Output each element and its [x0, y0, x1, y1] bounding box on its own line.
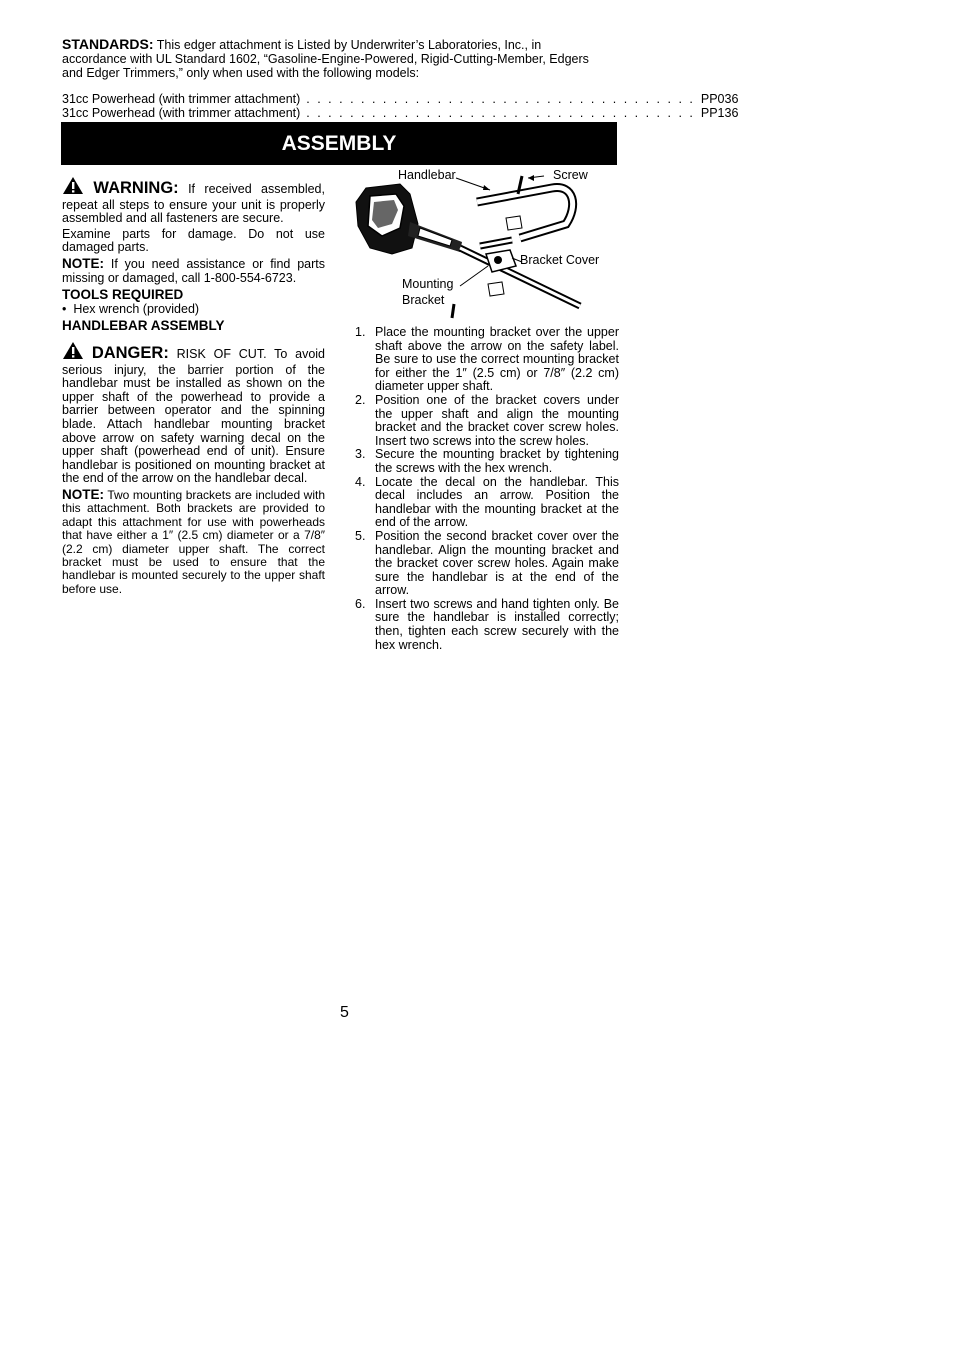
figure-label-handlebar: Handlebar	[398, 168, 456, 182]
figure-label-mounting: Mounting	[402, 277, 454, 291]
step-number: 5.	[355, 528, 366, 543]
examine-paragraph: Examine parts for damage. Do not use damaged parts.	[62, 226, 325, 255]
tools-item-text: Hex wrench (provided)	[73, 301, 200, 316]
handlebar-heading: HANDLEBAR ASSEMBLY	[62, 318, 225, 334]
model-name: 31cc Powerhead (with trimmer attachment)	[62, 106, 301, 120]
tools-heading: TOOLS REQUIRED	[62, 287, 184, 303]
step-number: 6.	[355, 596, 366, 611]
standards-text: This edger attachment is Listed by Underwriter’s Laboratories, Inc., in accordance with UL Standard 1602, “Gasoline-Engine-Powered, Rigid-Cutting-Member, Edgers and Edger Trimmers,” only when used with the following models:	[62, 38, 589, 80]
step-text: Insert two screws and hand tighten only. Be sure the handlebar is installed correctly; then, tighten each screw securely with the hex wrench.	[375, 596, 619, 652]
warning-text: If received assembled, repeat all steps to ensure your unit is properly assembled and all fasteners are secure.	[62, 182, 325, 226]
figure-label-bracket: Bracket	[402, 293, 445, 307]
handlebar-assembly-figure	[352, 166, 612, 326]
step-text: Locate the decal on the handlebar. This decal includes an arrow. Position the handlebar with the mounting bracket at the end of the arrow.	[375, 474, 619, 530]
section-title: ASSEMBLY	[281, 131, 397, 155]
left-column	[62, 176, 325, 598]
step-text: Position one of the bracket covers under the upper shaft and align the mounting bracket and the bracket cover screw holes. Insert two screws into the screw holes.	[375, 392, 619, 448]
note2-paragraph	[62, 488, 325, 596]
step-text: Secure the mounting bracket by tightening the screws with the hex wrench.	[375, 447, 619, 475]
step-number: 1.	[355, 325, 366, 339]
page-number: 5	[340, 1004, 349, 1021]
step-item	[355, 448, 619, 475]
model-code: PP036	[700, 92, 739, 106]
model-row	[62, 92, 739, 106]
step-number: 3.	[355, 447, 366, 462]
leader-dots: . . . . . . . . . . . . . . . . . . . . . . . . . . . . . . . . . . . .	[306, 92, 695, 106]
model-code: PP136	[700, 106, 739, 120]
danger-label: DANGER:	[91, 343, 169, 362]
note2-text: Two mounting brackets are included with this attachment. Both brackets are provided to adapt this attachment for use with powerheads that have either a 1″ (2.5 cm) diameter or a 7/8″ (2.2 cm) diameter upper shaft. The correct bracket must be used to ensure that the handlebar is mounted securely to the upper shaft before use.	[62, 487, 326, 596]
steps-list	[355, 326, 619, 652]
danger-triangle-icon	[62, 341, 84, 364]
step-item	[355, 530, 619, 598]
section-banner	[61, 122, 617, 165]
danger-text: RISK OF CUT. To avoid serious injury, the barrier portion of the handlebar must be installed as shown on the upper shaft of the powerhead to provide a barrier between operator and the spinning blade. Attach handlebar mounting bracket above arrow on safety warning decal on the upper shaft (powerhead end of unit). Ensure handlebar is positioned on mounting bracket at the end of the arrow on the handlebar decal.	[62, 346, 325, 486]
standards-label: STANDARDS:	[62, 36, 154, 52]
note-text: If you need assistance or find parts missing or damaged, call 1-800-554-6723.	[62, 256, 325, 285]
step-text: Place the mounting bracket over the upper shaft above the arrow on the safety label. Be sure to use the correct mounting bracket for either the 1″ (2.5 cm) or 7/8″ (2.2 cm) diameter upper shaft.	[375, 325, 619, 394]
warning-paragraph	[62, 176, 325, 226]
note2-label: NOTE:	[62, 486, 104, 502]
note-paragraph	[62, 257, 325, 285]
tools-item: • Hex wrench (provided)	[62, 301, 200, 316]
step-number: 4.	[355, 474, 366, 489]
model-name: 31cc Powerhead (with trimmer attachment)	[62, 92, 301, 106]
steps-column	[355, 326, 619, 652]
note-label: NOTE:	[62, 255, 104, 271]
warning-label: WARNING:	[93, 179, 179, 197]
step-item	[355, 394, 619, 448]
figure-label-bracket-cover: Bracket Cover	[520, 253, 600, 267]
assembly-illustration	[352, 166, 612, 326]
figure-label-screw: Screw	[553, 168, 588, 182]
leader-dots: . . . . . . . . . . . . . . . . . . . . . . . . . . . . . . . . . . . .	[306, 106, 695, 120]
step-text: Position the second bracket cover over the handlebar. Align the mounting bracket and the bracket cover screw holes. Again make sure the handlebar is at the end of the arrow.	[375, 528, 619, 598]
standards-paragraph	[62, 37, 602, 80]
warning-triangle-icon	[62, 176, 84, 199]
step-item	[355, 476, 619, 530]
danger-paragraph	[62, 341, 325, 486]
step-item	[355, 598, 619, 652]
model-list	[62, 92, 739, 120]
step-number: 2.	[355, 392, 366, 407]
tools-list	[62, 303, 325, 317]
model-row	[62, 106, 739, 120]
step-item	[355, 326, 619, 394]
